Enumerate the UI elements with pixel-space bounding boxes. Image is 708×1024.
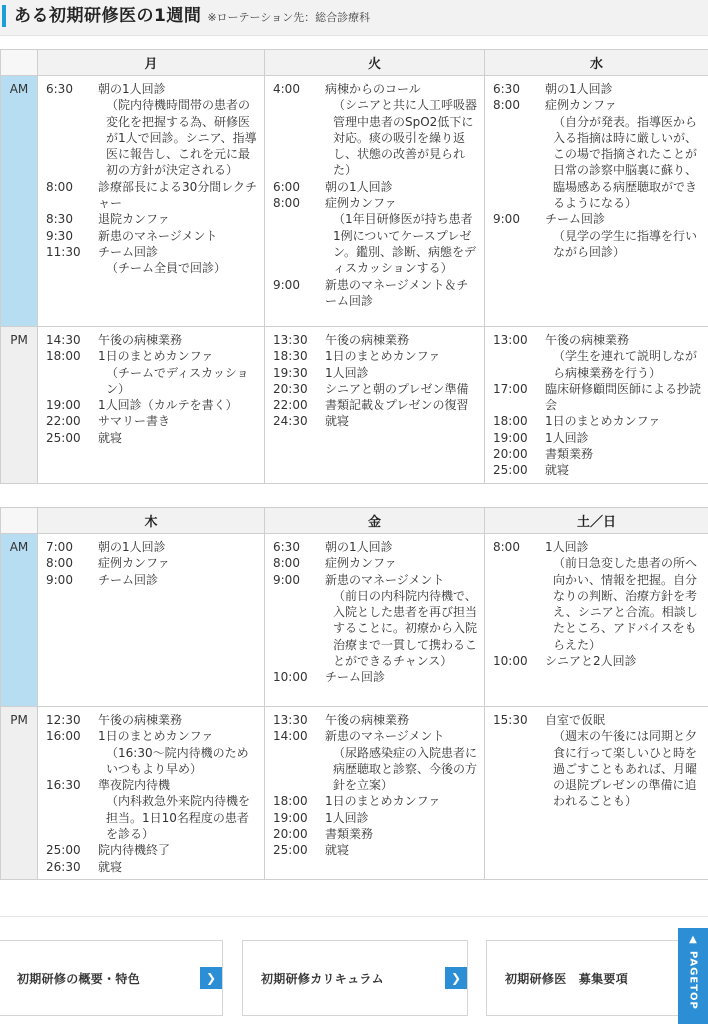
- entry-text: [325, 348, 478, 364]
- schedule-entry: [493, 81, 702, 97]
- entry-text: [545, 381, 702, 414]
- schedule-entry: [493, 539, 702, 653]
- schedule-entry: [46, 81, 258, 179]
- entry-text: [545, 81, 702, 97]
- entry-text: [325, 397, 478, 413]
- day-header-row: [1, 508, 708, 534]
- entry-time: 25:00: [46, 843, 81, 858]
- entry-text: [545, 332, 702, 381]
- entry-time: 13:30: [273, 333, 308, 347]
- day-header: 金: [265, 508, 485, 534]
- rotation-note: ※ローテーション先：総合診療科: [207, 11, 371, 24]
- entry-note: （シニアと共に人工呼吸器管理中患者のSpO2低下に対応。痰の吸引を繰り返し、状態の改善が見られた）: [333, 98, 478, 178]
- entry-time: 8:30: [46, 212, 73, 227]
- schedule-entry: [46, 572, 258, 588]
- entry-time: 22:00: [46, 414, 81, 429]
- schedule-entry: [273, 365, 478, 381]
- entry-time: 14:30: [46, 333, 81, 347]
- entry-text: [325, 669, 478, 685]
- entry-text: [325, 365, 478, 381]
- schedule-entry: [46, 539, 258, 555]
- pm-label: PM: [1, 707, 38, 880]
- entry-title: 1日のまとめカンファ: [325, 349, 441, 364]
- entry-time: 9:00: [273, 572, 300, 587]
- entry-time: 8:00: [46, 556, 73, 571]
- entry-title: 朝の1人回診: [98, 540, 166, 554]
- entry-time: 16:00: [46, 729, 81, 744]
- schedule-entry: [46, 397, 258, 413]
- schedule-entry: [493, 211, 702, 260]
- entry-time: 26:30: [46, 859, 81, 874]
- entry-time: 20:30: [273, 381, 308, 396]
- schedule-entry: [273, 572, 478, 670]
- entry-title: 就寝: [545, 463, 570, 478]
- schedule-entry: [273, 348, 478, 364]
- entry-text: [98, 179, 258, 212]
- entry-text: [98, 859, 258, 875]
- entry-title: 午後の病棟業務: [98, 333, 183, 347]
- entry-text: [98, 211, 258, 227]
- entry-text: [325, 728, 478, 793]
- entry-text: [325, 826, 478, 842]
- entry-time: 6:00: [273, 179, 300, 194]
- entry-title: 1日のまとめカンファ: [98, 729, 214, 744]
- entry-time: 24:30: [273, 414, 308, 429]
- schedule-entry: [493, 430, 702, 446]
- entry-title: 就寝: [325, 843, 350, 858]
- schedule-entry: [46, 332, 258, 348]
- entry-title: 1日のまとめカンファ: [98, 349, 214, 364]
- entry-note: （前日急変した患者の所へ向かい、情報を把握。自分なりの判断、治療方針を考え、シニアと合流。相談したところ、アドバイスをもらえた）: [553, 556, 698, 652]
- schedule-entry: [493, 381, 702, 414]
- entry-time: 9:00: [493, 212, 520, 227]
- entry-note: （院内待機時間帯の患者の変化を把握する為、研修医が1人で回診。シニア、指導医に報告し、これを元に最初の方針が決定される）: [106, 98, 257, 178]
- entry-title: 準夜院内待機: [98, 778, 171, 793]
- entry-text: [325, 277, 478, 310]
- entry-time: 6:30: [273, 540, 300, 554]
- schedule-entry: [46, 859, 258, 875]
- schedule-entry: [273, 413, 478, 429]
- schedule-cell: [485, 534, 708, 707]
- entry-title: 症例カンファ: [98, 556, 170, 571]
- entry-text: [325, 539, 478, 555]
- pagetop-label: PAGETOP: [687, 951, 699, 1010]
- entry-title: 症例カンファ: [325, 196, 397, 211]
- entry-time: 6:30: [493, 82, 520, 96]
- entry-time: 22:00: [273, 398, 308, 413]
- pm-row: [1, 327, 708, 484]
- schedule-entry: [273, 728, 478, 793]
- entry-text: [98, 228, 258, 244]
- entry-time: 12:30: [46, 713, 81, 727]
- pagetop-button[interactable]: [678, 928, 708, 1024]
- schedule-cell: [265, 707, 485, 880]
- schedule-entry: [273, 179, 478, 195]
- schedule-cell: [485, 707, 708, 880]
- entry-note: （自分が発表。指導医から入る指摘は時に厳しいが、この場で指摘されたことが日常の診察中脳裏に蘇り、臨場感ある病歴聴取ができるようになる）: [553, 114, 698, 211]
- entry-time: 9:00: [46, 572, 73, 587]
- entry-time: 8:00: [46, 179, 73, 194]
- entry-title: 新患のマネージメント: [98, 228, 218, 243]
- entry-title: チーム回診: [98, 572, 159, 587]
- entry-title: 午後の病棟業務: [325, 333, 410, 347]
- schedule-entry: [273, 842, 478, 858]
- entry-time: 18:00: [493, 414, 528, 429]
- schedule-table-week1: [0, 49, 708, 484]
- entry-title: 症例カンファ: [325, 556, 397, 571]
- entry-text: [98, 555, 258, 571]
- schedule-cell: [485, 327, 708, 484]
- footer-divider: [0, 916, 708, 917]
- entry-time: 20:00: [273, 827, 308, 842]
- entry-time: 8:00: [273, 556, 300, 571]
- entry-time: 8:00: [493, 540, 520, 554]
- entry-title: 午後の病棟業務: [98, 713, 183, 727]
- entry-time: 18:00: [273, 794, 308, 809]
- entry-text: [545, 211, 702, 260]
- schedule-entry: [273, 810, 478, 826]
- schedule-entry: [46, 712, 258, 728]
- entry-time: 7:00: [46, 540, 73, 554]
- schedule-entry: [273, 81, 478, 179]
- entry-title: 1人回診: [325, 365, 369, 380]
- entry-time: 10:00: [273, 670, 308, 685]
- schedule-entry: [46, 348, 258, 397]
- schedule-cell: [265, 534, 485, 707]
- entry-title: 1人回診: [325, 810, 369, 825]
- schedule-entry: [46, 555, 258, 571]
- entry-time: 19:00: [46, 398, 81, 413]
- entry-text: [98, 430, 258, 446]
- entry-note: （前日の内科院内待機で、入院とした患者を再び担当することに。初療から入院治療まで一貫して携わることができるチャンス）: [333, 588, 478, 669]
- entry-time: 25:00: [493, 463, 528, 478]
- entry-time: 19:30: [273, 365, 308, 380]
- schedule-cell: [485, 76, 708, 327]
- schedule-entry: [493, 446, 702, 462]
- schedule-entry: [46, 228, 258, 244]
- entry-text: [545, 430, 702, 446]
- entry-time: 8:00: [273, 196, 300, 211]
- entry-note: （チームでディスカッション）: [106, 365, 249, 396]
- entry-text: [325, 195, 478, 276]
- entry-text: [325, 179, 478, 195]
- entry-title: 診療部長による30分間レクチャー: [98, 179, 258, 211]
- entry-text: [545, 539, 702, 653]
- am-label: AM: [1, 76, 38, 327]
- entry-time: 18:30: [273, 349, 308, 364]
- entry-time: 10:00: [493, 654, 528, 669]
- entry-time: 15:30: [493, 713, 528, 727]
- entry-title: 朝の1人回診: [545, 82, 613, 96]
- entry-text: [98, 397, 258, 413]
- entry-title: チーム回診: [545, 212, 606, 227]
- entry-text: [98, 712, 258, 728]
- entry-text: [325, 332, 478, 348]
- schedule-entry: [273, 195, 478, 276]
- entry-note: （1年目研修医が持ち患者1例についてケースプレゼン。鑑別、診断、病態をディスカッションする）: [333, 212, 477, 276]
- entry-title: 1日のまとめカンファ: [545, 414, 661, 429]
- day-header: 木: [38, 508, 265, 534]
- entry-title: 朝の1人回診: [325, 540, 393, 554]
- entry-note: （見学の学生に指導を行いながら回診）: [553, 228, 698, 259]
- entry-time: 16:30: [46, 778, 81, 793]
- entry-text: [325, 712, 478, 728]
- chevron-right-icon: ❯: [445, 967, 467, 989]
- schedule-entry: [493, 97, 702, 211]
- schedule-cell: [265, 327, 485, 484]
- schedule-entry: [46, 728, 258, 777]
- schedule-cell: [38, 534, 265, 707]
- entry-text: [98, 413, 258, 429]
- schedule-entry: [493, 712, 702, 810]
- header-accent-bar: [2, 5, 6, 27]
- entry-time: 9:00: [273, 277, 300, 292]
- schedule-entry: [46, 842, 258, 858]
- schedule-entry: [273, 539, 478, 555]
- entry-title: 院内待機終了: [98, 843, 171, 858]
- am-label: AM: [1, 534, 38, 707]
- entry-title: チーム回診: [325, 670, 386, 685]
- entry-time: 14:00: [273, 729, 308, 744]
- entry-text: [325, 793, 478, 809]
- entry-title: 書類業務: [325, 827, 374, 842]
- entry-note: （学生を連れて説明しながら病棟業務を行う）: [553, 349, 698, 380]
- schedule-cell: [38, 327, 265, 484]
- schedule-entry: [273, 669, 478, 685]
- schedule-entry: [273, 332, 478, 348]
- entry-title: 就寝: [98, 430, 123, 445]
- schedule-cell: [265, 76, 485, 327]
- link-curriculum[interactable]: [242, 940, 468, 1016]
- footer-links: [0, 938, 708, 1014]
- entry-time: 19:00: [273, 810, 308, 825]
- link-label: 初期研修カリキュラム: [261, 971, 384, 986]
- schedule-entry: [273, 793, 478, 809]
- entry-text: [98, 728, 258, 777]
- entry-text: [98, 244, 258, 277]
- entry-title: 午後の病棟業務: [325, 713, 410, 727]
- entry-text: [325, 572, 478, 670]
- entry-title: 症例カンファ: [545, 98, 617, 113]
- link-label: 初期研修医 募集要項: [505, 971, 629, 986]
- entry-text: [98, 572, 258, 588]
- entry-note: （尿路感染症の入院患者に病歴聴取と診察、今後の方針を立案）: [333, 745, 478, 793]
- schedule-entry: [273, 712, 478, 728]
- entry-note: （内科救急外来院内待機を担当。1日10名程度の患者を診る）: [106, 794, 251, 842]
- entry-title: 自室で仮眠: [545, 713, 606, 727]
- schedule-entry: [273, 555, 478, 571]
- day-header: 月: [38, 50, 265, 76]
- day-header: 土／日: [485, 508, 708, 534]
- entry-title: 就寝: [98, 859, 123, 874]
- entry-title: 新患のマネージメント＆チーム回診: [325, 277, 469, 308]
- corner-cell: [1, 508, 38, 534]
- entry-time: 25:00: [273, 843, 308, 858]
- entry-text: [325, 842, 478, 858]
- entry-time: 25:00: [46, 430, 81, 445]
- page-header: [0, 0, 708, 36]
- entry-title: 新患のマネージメント: [325, 572, 445, 587]
- schedule-entry: [273, 277, 478, 310]
- entry-note: （チーム全員で回診）: [106, 261, 227, 276]
- entry-title: チーム回診: [98, 244, 159, 259]
- entry-title: 書類記載＆プレゼンの復習: [325, 398, 469, 413]
- entry-title: 午後の病棟業務: [545, 333, 630, 347]
- entry-text: [545, 712, 702, 810]
- schedule-cell: [38, 76, 265, 327]
- entry-note: （16:30〜院内待機のためいつもより早め）: [106, 745, 249, 776]
- link-recruitment[interactable]: [486, 940, 708, 1016]
- schedule-entry: [493, 413, 702, 429]
- schedule-entry: [46, 430, 258, 446]
- entry-text: [545, 413, 702, 429]
- entry-time: 6:30: [46, 82, 73, 96]
- entry-text: [545, 446, 702, 462]
- day-header: 火: [265, 50, 485, 76]
- entry-title: 朝の1人回診: [325, 179, 393, 194]
- schedule-table-week2: [0, 507, 708, 880]
- entry-text: [325, 810, 478, 826]
- am-row: [1, 76, 708, 327]
- entry-title: 退院カンファ: [98, 212, 170, 227]
- entry-title: シニアと朝のプレゼン準備: [325, 381, 469, 396]
- schedule-entry: [46, 777, 258, 842]
- chevron-right-icon: ❯: [200, 967, 222, 989]
- schedule-entry: [273, 826, 478, 842]
- entry-title: 1人回診: [545, 540, 589, 554]
- schedule-entry: [46, 211, 258, 227]
- schedule-entry: [46, 413, 258, 429]
- entry-title: 1人回診: [545, 430, 589, 445]
- schedule-entry: [273, 397, 478, 413]
- schedule-entry: [273, 381, 478, 397]
- entry-text: [325, 81, 478, 179]
- entry-title: 1人回診（カルテを書く）: [98, 398, 238, 413]
- entry-text: [545, 97, 702, 211]
- entry-title: 臨床研修顧問医師による抄読会: [545, 381, 702, 413]
- entry-text: [98, 81, 258, 179]
- pm-label: PM: [1, 327, 38, 484]
- schedule-entry: [46, 244, 258, 277]
- schedule-entry: [493, 462, 702, 478]
- entry-time: 4:00: [273, 82, 300, 96]
- schedule-cell: [38, 707, 265, 880]
- entry-title: 就寝: [325, 414, 350, 429]
- entry-title: 1日のまとめカンファ: [325, 794, 441, 809]
- entry-text: [98, 348, 258, 397]
- entry-text: [325, 413, 478, 429]
- day-header: 水: [485, 50, 708, 76]
- entry-text: [325, 381, 478, 397]
- entry-text: [545, 653, 702, 669]
- entry-title: 新患のマネージメント: [325, 729, 445, 744]
- entry-title: シニアと2人回診: [545, 654, 637, 669]
- schedule-entry: [46, 179, 258, 212]
- corner-cell: [1, 50, 38, 76]
- entry-time: 13:00: [493, 333, 528, 347]
- entry-text: [98, 539, 258, 555]
- entry-time: 11:30: [46, 244, 81, 259]
- caret-up-icon: ▲: [689, 934, 697, 945]
- entry-time: 9:30: [46, 228, 73, 243]
- schedule-entry: [493, 653, 702, 669]
- entry-time: 20:00: [493, 447, 528, 462]
- entry-title: 病棟からのコール: [325, 82, 421, 96]
- link-overview[interactable]: [0, 940, 223, 1016]
- entry-text: [545, 462, 702, 478]
- entry-time: 18:00: [46, 349, 81, 364]
- entry-time: 13:30: [273, 713, 308, 727]
- entry-note: （週末の午後には同期と夕食に行って楽しいひと時を過ごすこともあれば、月曜の退院プレゼンの準備に追われることも）: [553, 729, 698, 809]
- entry-title: サマリー書き: [98, 414, 171, 429]
- entry-text: [98, 332, 258, 348]
- am-row: [1, 534, 708, 707]
- entry-text: [98, 777, 258, 842]
- link-label: 初期研修の概要・特色: [17, 971, 141, 986]
- entry-time: 19:00: [493, 430, 528, 445]
- schedule-entry: [493, 332, 702, 381]
- entry-text: [325, 555, 478, 571]
- entry-time: 17:00: [493, 381, 528, 396]
- entry-time: 8:00: [493, 98, 520, 113]
- page-title: ある初期研修医の1週間: [14, 6, 202, 26]
- day-header-row: [1, 50, 708, 76]
- entry-title: 書類業務: [545, 447, 594, 462]
- entry-title: 朝の1人回診: [98, 82, 166, 96]
- pm-row: [1, 707, 708, 880]
- entry-text: [98, 842, 258, 858]
